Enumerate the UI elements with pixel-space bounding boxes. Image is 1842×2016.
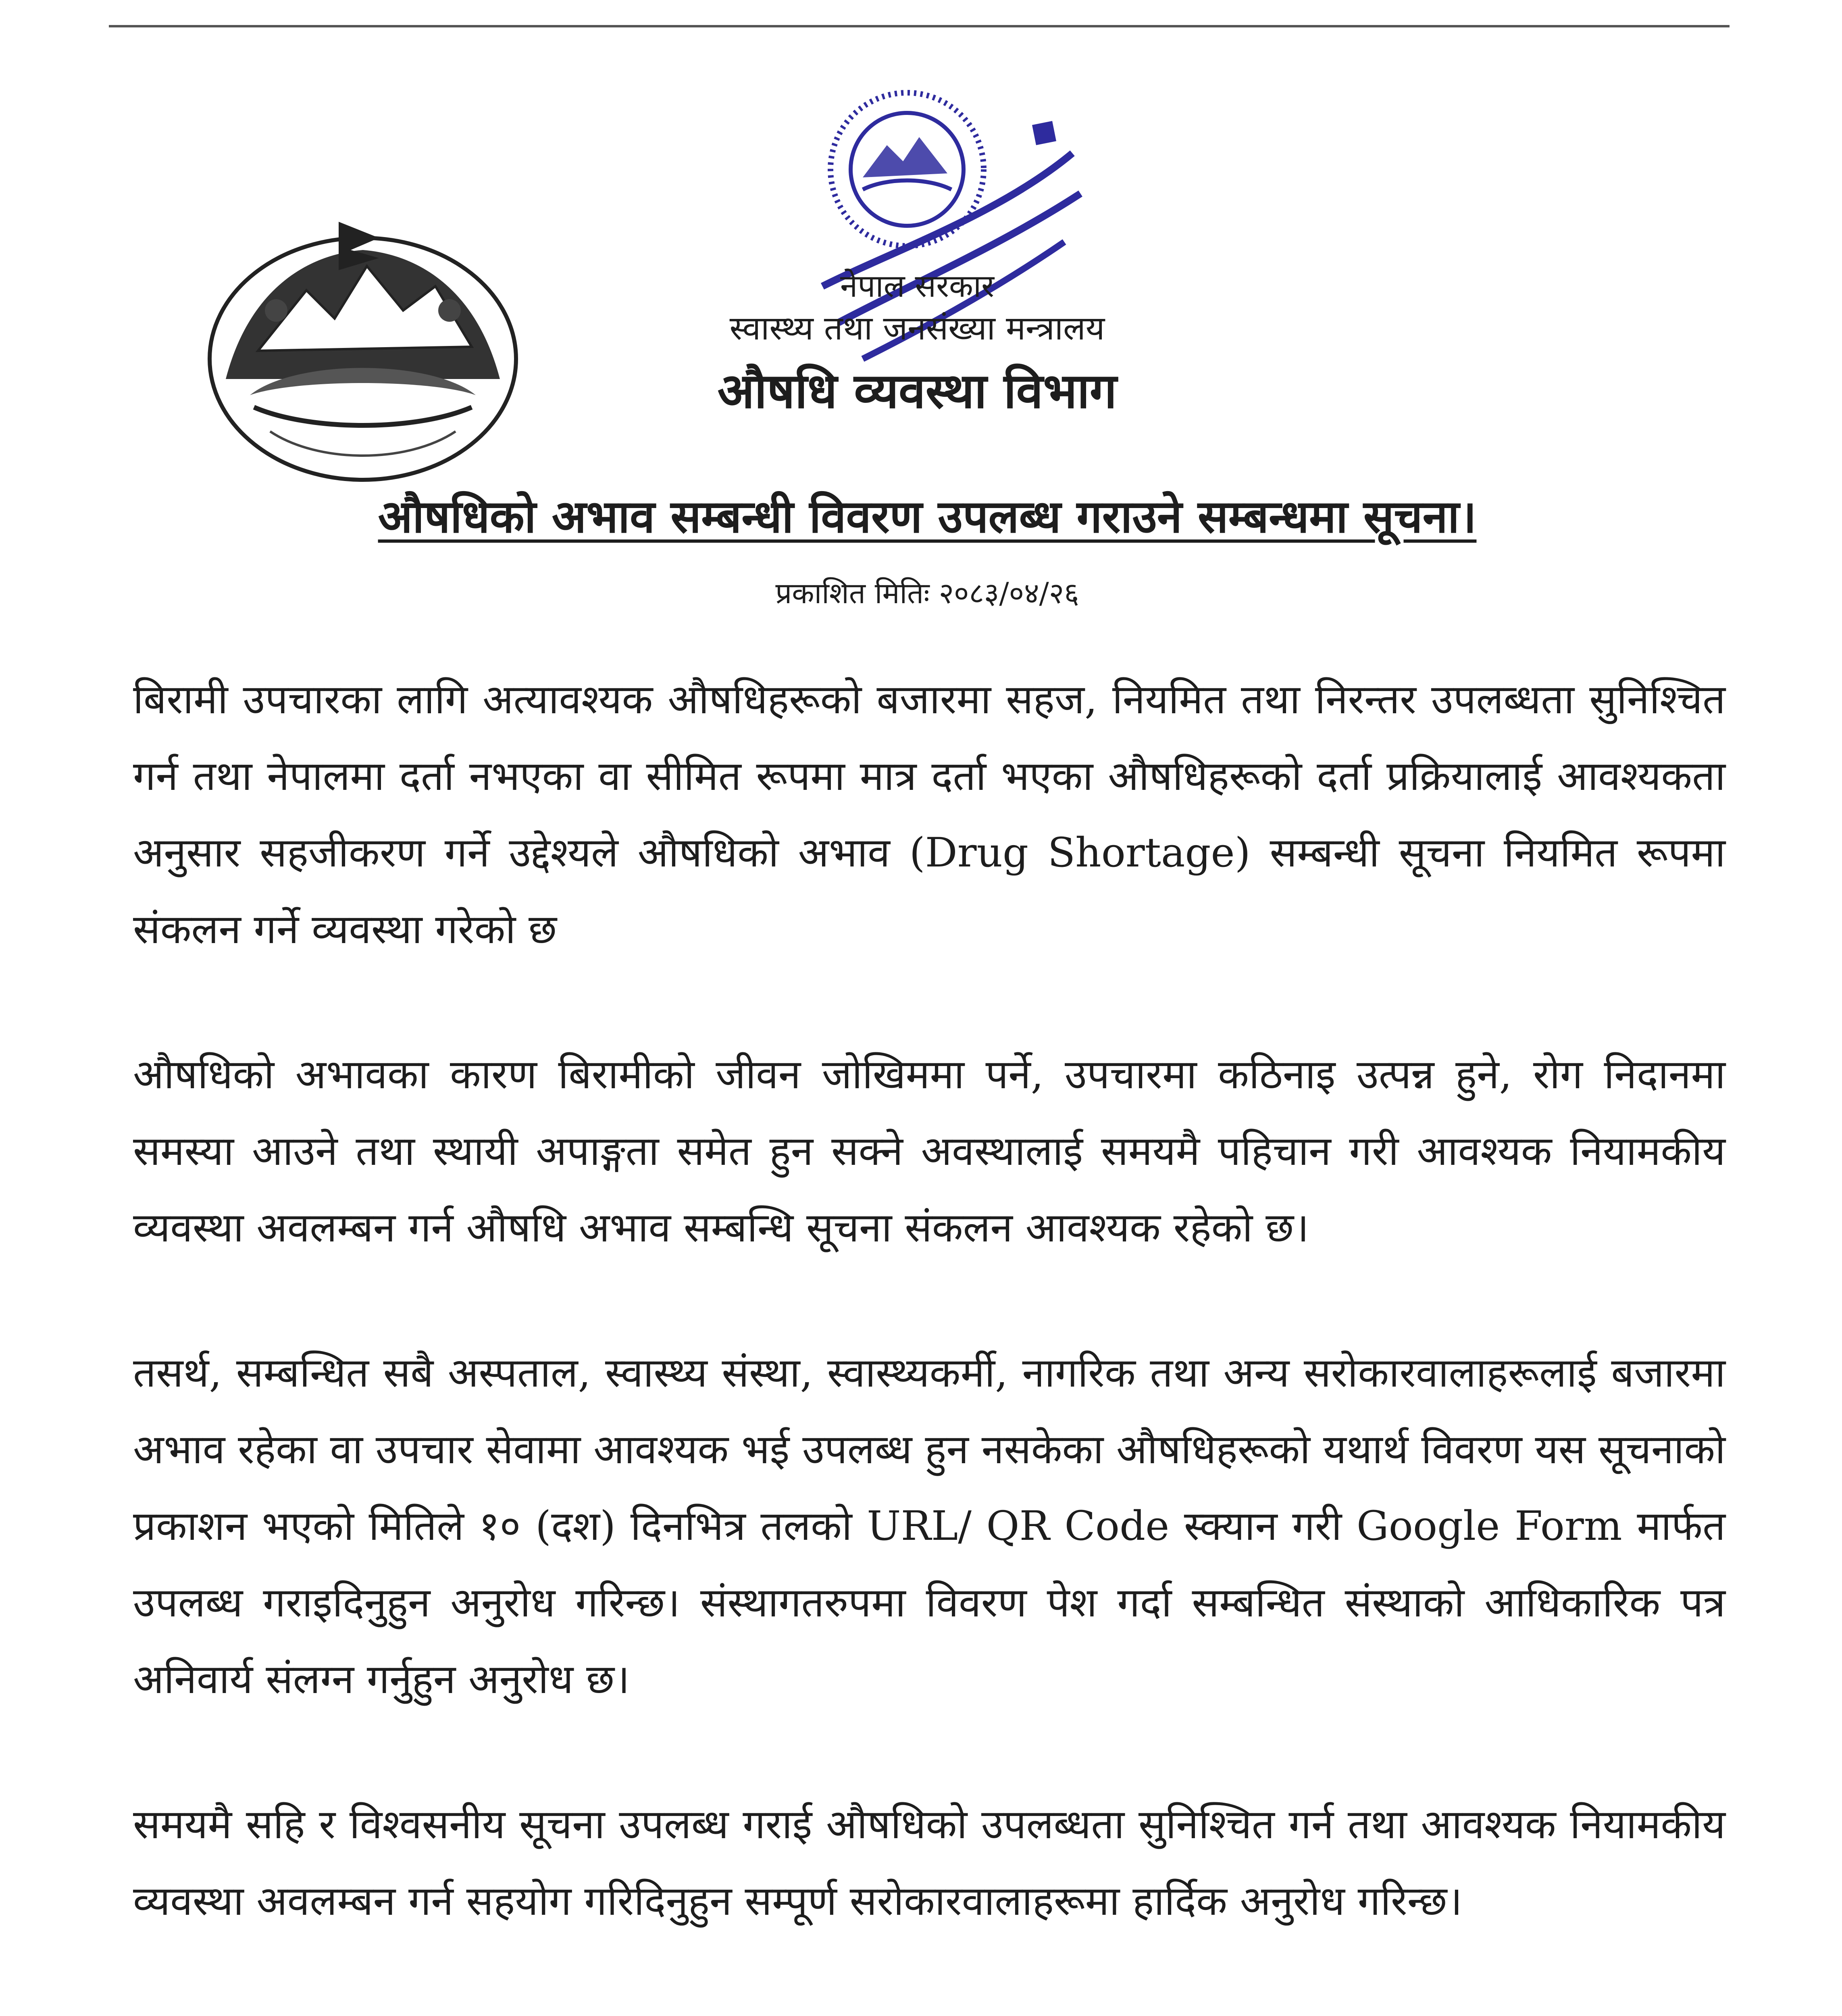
paragraph-2: औषधिको अभावका कारण बिरामीको जीवन जोखिममा पर्ने, उपचारमा कठिनाइ उत्पन्न हुने, रोग निदानमा समस्या आउने तथा स्थायी अपाङ्गता समेत हुन सक्ने अवस्थालाई समयमै पहिचान गरी आवश्यक नियामकीय व्यवस्था अवलम्बन गर्न औषधि अभाव सम्बन्धि सूचना संकलन आवश्यक रहेको छ। — [133, 1051, 1725, 1251]
ministry-name: स्वास्थ्य तथा जनसंख्या मन्त्रालय — [729, 309, 1105, 348]
paragraph-3: तसर्थ, सम्बन्धित सबै अस्पताल, स्वास्थ्य संस्था, स्वास्थ्यकर्मी, नागरिक तथा अन्य सरोकारवालाहरूलाई बजारमा अभाव रहेका वा उपचार सेवामा आवश्यक भई उपलब्ध हुन नसकेका औषधिहरूको यथार्थ विवरण यस सूचनाको प्रकाशन भएको मितिले १० (दश) दिनभित्र तलको URL/ QR Code स्क्यान गरी Google Form मार्फत उपलब्ध गराइदिनुहुन अनुरोध गरिन्छ। संस्थागतरुपमा विवरण पेश गर्दा सम्बन्धित संस्थाको आधिकारिक पत्र अनिवार्य संलग्न गर्नुहुन अनुरोध छ। — [133, 1349, 1725, 1703]
department-name: औषधि व्यवस्था विभाग — [717, 362, 1117, 419]
top-rule — [109, 25, 1730, 27]
letterhead — [484, 266, 1351, 423]
published-date: प्रकाशित मितिः २०८३/०४/२६ — [775, 576, 1079, 610]
notice-title: औषधिको अभाव सम्बन्धी विवरण उपलब्ध गराउने सम्बन्धमा सूचना। — [378, 490, 1477, 543]
notice-body — [133, 661, 1725, 2008]
paragraph-4: समयमै सहि र विश्वसनीय सूचना उपलब्ध गराई औषधिको उपलब्धता सुनिश्चित गर्न तथा आवश्यक नियामकीय व्यवस्था अवलम्बन गर्न सहयोग गरिदिनुहुन सम्पूर्ण सरोकारवालाहरूमा हार्दिक अनुरोध गरिन्छ। — [133, 1801, 1725, 1924]
paragraph-1: बिरामी उपचारका लागि अत्यावश्यक औषधिहरूको बजारमा सहज, नियमित तथा निरन्तर उपलब्धता सुनिश्चित गर्न तथा नेपालमा दर्ता नभएका वा सीमित रूपमा मात्र दर्ता भएका औषधिहरूको दर्ता प्रक्रियालाई आवश्यकता अनुसार सहजीकरण गर्ने उद्देश्यले औषधिको अभाव (Drug Shortage) सम्बन्धी सूचना नियमित रूपमा संकलन गर्ने व्यवस्था गरेको छ — [133, 676, 1725, 953]
government-name: नेपाल सरकार — [840, 268, 995, 304]
